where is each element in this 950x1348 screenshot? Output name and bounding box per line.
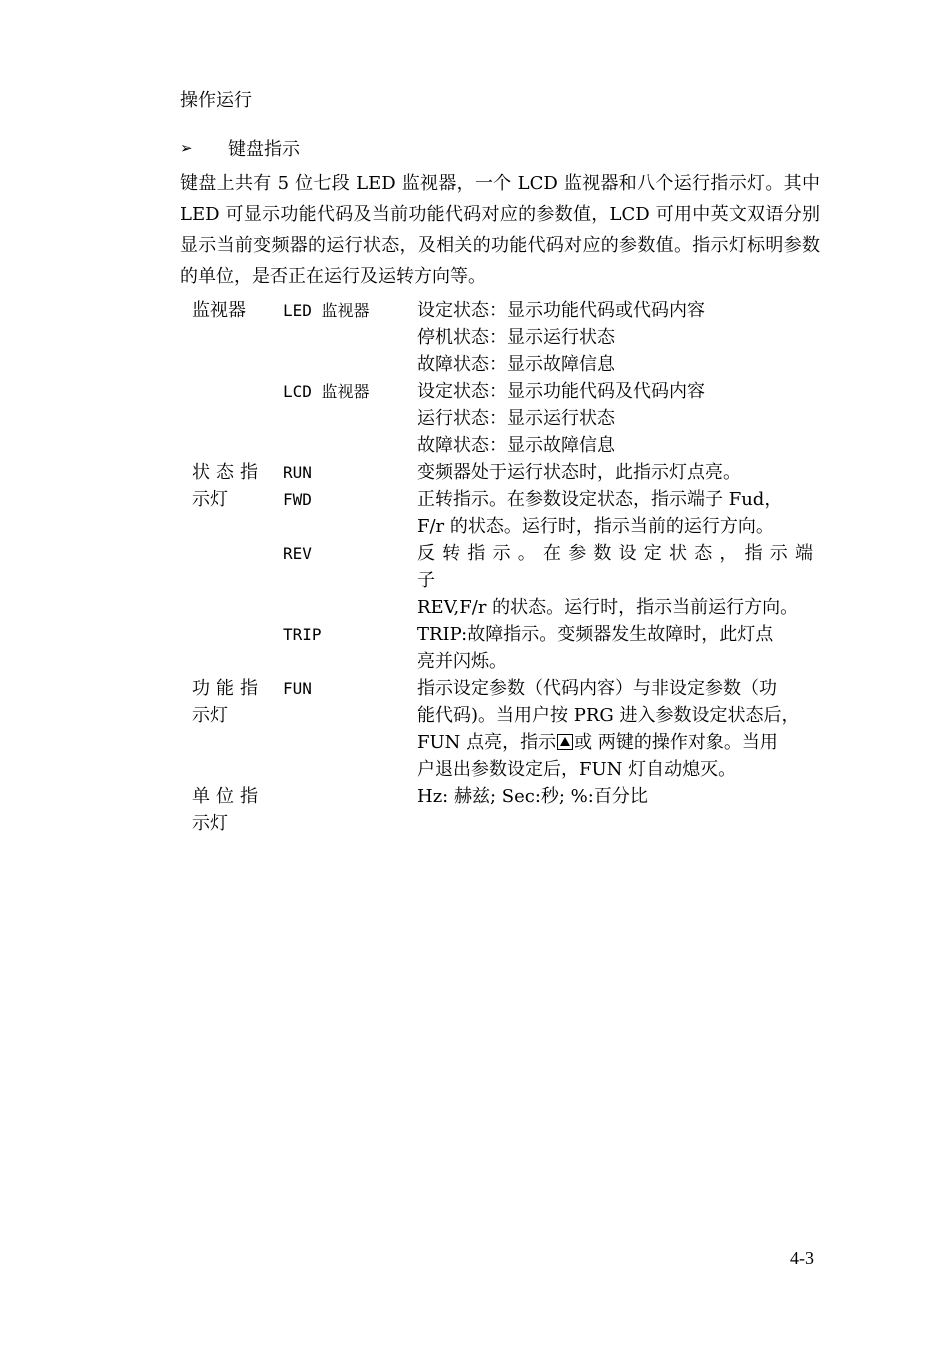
item-desc: 指示设定参数（代码内容）与非设定参数（功 [417,678,777,699]
item-run: RUN [283,463,312,482]
section-title: 操作运行 [180,90,252,111]
table-row [192,594,822,621]
table-row [192,783,822,810]
table-row [192,810,822,837]
table-row [192,729,822,756]
item-desc: 设定状态：显示功能代码或代码内容 [417,300,705,321]
table-row [192,459,822,486]
table-row [192,405,822,432]
table-row [192,297,822,324]
item-desc: REV,F/r 的状态。运行时，指示当前运行方向。 [417,597,799,618]
table-row [192,756,822,783]
up-arrow-key-icon [557,734,573,750]
category-unit: 单位指 [192,786,264,807]
bullet-heading [180,135,300,161]
table-row [192,621,822,648]
item-desc: 停机状态：显示运行状态 [417,327,615,348]
item-desc-part: FUN 点亮，指示 [417,732,557,753]
item-desc: 正转指示。在参数设定状态，指示端子 Fud， [417,489,783,510]
table-row [192,540,822,594]
indicator-table [192,297,822,837]
table-row [192,675,822,702]
page-number: 4-3 [790,1248,814,1268]
table-row [192,351,822,378]
category-status: 状态指 [192,462,264,483]
item-desc: 变频器处于运行状态时，此指示灯点亮。 [417,462,741,483]
category-unit-line2: 示灯 [192,813,228,834]
table-row [192,432,822,459]
category-status-line2: 示灯 [192,489,228,510]
item-desc: 反 转 指 示 。 在 参 数 设 定 状 态 ， 指 示 端 子 [417,543,813,591]
item-rev: REV [283,544,312,563]
item-desc: 故障状态：显示故障信息 [417,435,615,456]
bullet-heading-text: 键盘指示 [228,139,300,160]
category-function: 功能指 [192,678,264,699]
item-trip: TRIP [283,625,322,644]
item-desc: 故障状态：显示故障信息 [417,354,615,375]
item-desc-part: 或 两键的操作对象。当用 [574,732,778,753]
item-fun: FUN [283,679,312,698]
item-desc: 亮并闪烁。 [417,651,507,672]
category-function-line2: 示灯 [192,705,228,726]
intro-paragraph: 键盘上共有 5 位七段 LED 监视器，一个 LCD 监视器和八个运行指示灯。其中 LED 可显示功能代码及当前功能代码对应的参数值，LCD 可用中英文双语分别显示当前变频器的运行状态，及相关的功能代码对应的参数值。指示灯标明参数的单位，是否正在运行及运转方向等。 [180,173,820,287]
item-lcd-monitor: LCD 监视器 [283,382,370,401]
table-row [192,648,822,675]
item-desc: 设定状态：显示功能代码及代码内容 [417,381,705,402]
item-desc: 能代码)。当用户按 PRG 进入参数设定状态后， [417,705,800,726]
table-row [192,324,822,351]
table-row [192,513,822,540]
item-desc: F/r 的状态。运行时，指示当前的运行方向。 [417,516,774,537]
table-row [192,702,822,729]
arrow-bullet-icon: ➢ [180,139,193,157]
item-led-monitor: LED 监视器 [283,301,370,320]
item-desc: Hz: 赫兹; Sec:秒; %:百分比 [417,786,648,807]
item-desc: TRIP:故障指示。变频器发生故障时，此灯点 [417,624,774,645]
item-desc: 户退出参数设定后，FUN 灯自动熄灭。 [417,759,737,780]
category-monitor: 监视器 [192,300,246,321]
item-desc: 运行状态：显示运行状态 [417,408,615,429]
table-row [192,378,822,405]
item-fwd: FWD [283,490,312,509]
item-desc [417,729,813,756]
table-row [192,486,822,513]
